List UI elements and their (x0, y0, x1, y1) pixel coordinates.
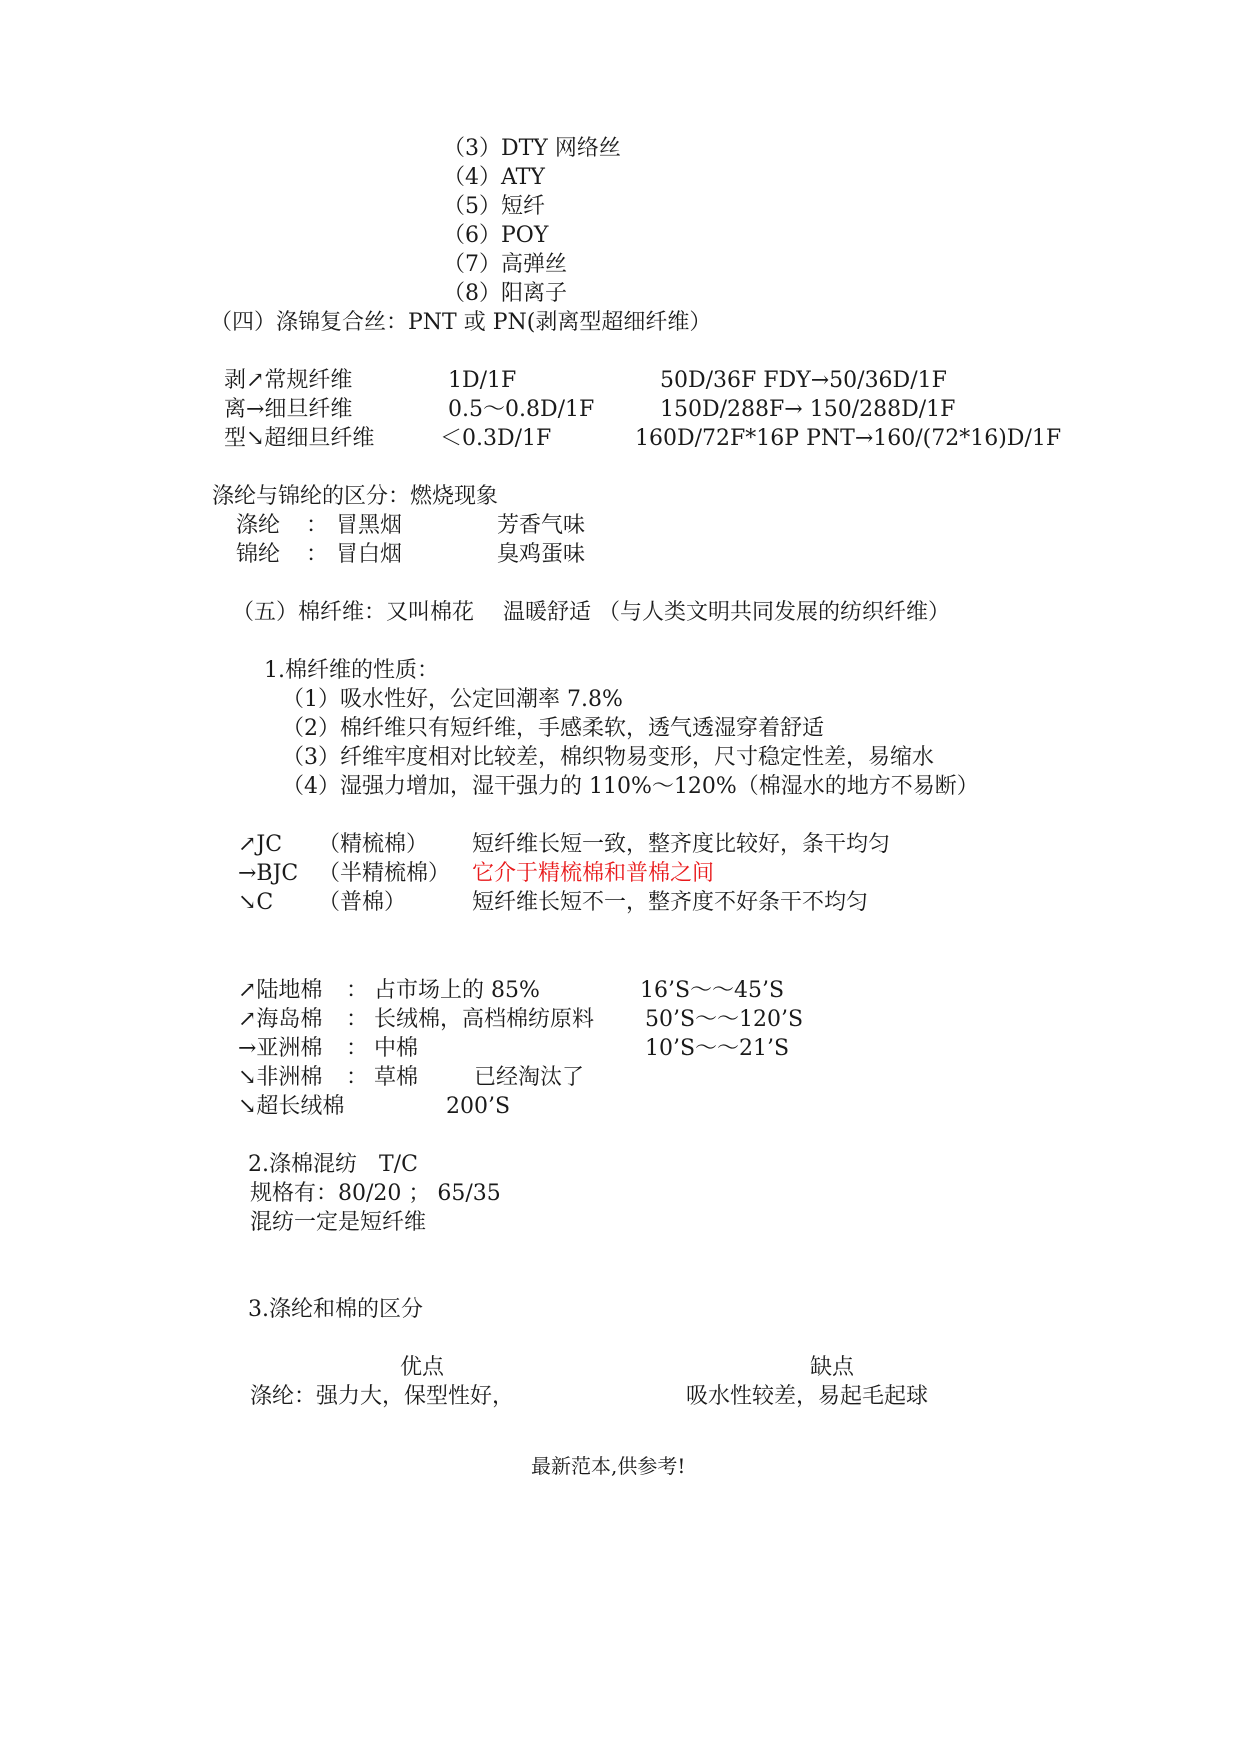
burn-row-sep: ： (306, 513, 329, 538)
combing-name: （精梳棉） (318, 832, 429, 857)
property-item: （4）湿强力增加，湿干强力的 110%～120%（棉湿水的地方不易断） (282, 774, 979, 799)
list-item-7: （7）高弹丝 (443, 252, 567, 277)
property-item: （3）纤维牢度相对比较差，棉织物易变形，尺寸稳定性差，易缩水 (282, 745, 934, 770)
compare-row-pros: 涤纶：强力大，保型性好， (250, 1384, 515, 1409)
section4-row-spec: 1D/1F (448, 368, 517, 393)
compare-row-cons: 吸水性较差，易起毛起球 (686, 1384, 929, 1409)
properties-title: 1.棉纤维的性质： (264, 658, 439, 683)
combing-desc: 短纤维长短不一，整齐度不好条干不均匀 (472, 890, 869, 915)
list-item-4: （4）ATY (443, 165, 545, 190)
section4-row-label: 型↘超细旦纤维 (224, 426, 375, 451)
list-item-5: （5）短纤 (443, 194, 545, 219)
combing-code: ↗JC (238, 832, 283, 857)
section5-heading: （五）棉纤维：又叫棉花 温暖舒适 （与人类文明共同发展的纺织纤维） (232, 600, 950, 625)
combing-name: （普棉） (318, 890, 407, 915)
cotton-type-sep: ： (346, 1036, 369, 1061)
section4-row-spec: 0.5～0.8D/1F (448, 397, 595, 422)
section4-row-example: 160D/72F*16P PNT→160/(72*16)D/1F (635, 426, 1062, 451)
cotton-type-sep: ： (346, 978, 369, 1003)
combing-code: →BJC (238, 861, 299, 886)
column-header-cons: 缺点 (810, 1355, 855, 1380)
blend-spec: 规格有：80/20 ； 65/35 (250, 1181, 501, 1206)
cotton-type-count: 已经淘汰了 (474, 1065, 585, 1090)
blend-note: 混纺一定是短纤维 (250, 1210, 427, 1235)
cotton-type-count: 50’S～～120’S (645, 1007, 804, 1032)
list-item-8: （8）阳离子 (443, 281, 567, 306)
burn-row-smell: 芳香气味 (497, 513, 586, 538)
burn-row-name: 锦纶 (236, 542, 281, 567)
section4-row-example: 150D/288F→ 150/288D/1F (660, 397, 956, 422)
section4-row-example: 50D/36F FDY→50/36D/1F (660, 368, 947, 393)
burn-row-sep: ： (306, 542, 329, 567)
list-item-6: （6）POY (443, 223, 549, 248)
cotton-type-name: ↘超长绒棉 (238, 1094, 345, 1119)
combing-desc: 短纤维长短一致，整齐度比较好，条干均匀 (472, 832, 891, 857)
cotton-type-desc: 中棉 (374, 1036, 419, 1061)
cotton-type-name: ↗海岛棉 (238, 1007, 323, 1032)
cotton-type-sep: ： (346, 1007, 369, 1032)
list-item-3: （3）DTY 网络丝 (443, 136, 621, 161)
blend-title: 2.涤棉混纺 T/C (248, 1152, 418, 1177)
column-header-pros: 优点 (400, 1355, 445, 1380)
cotton-type-desc: 占市场上的 85% (374, 978, 540, 1003)
burn-row-name: 涤纶 (236, 513, 281, 538)
compare-title: 3.涤纶和棉的区分 (248, 1297, 423, 1322)
section4-row-spec: ＜0.3D/1F (440, 426, 552, 451)
property-item: （2）棉纤维只有短纤维，手感柔软，透气透湿穿着舒适 (282, 716, 824, 741)
cotton-type-count: 10’S～～21’S (645, 1036, 790, 1061)
combing-desc-highlight: 它介于精梳棉和普棉之间 (472, 861, 715, 886)
property-item: （1）吸水性好，公定回潮率 7.8% (282, 687, 623, 712)
section4-row-label: 剥↗常规纤维 (224, 368, 353, 393)
cotton-type-desc: 草棉 (374, 1065, 419, 1090)
combing-name: （半精梳棉） (318, 861, 451, 886)
burn-heading: 涤纶与锦纶的区分：燃烧现象 (212, 484, 499, 509)
burn-row-smell: 臭鸡蛋味 (497, 542, 586, 567)
section4-heading: （四）涤锦复合丝：PNT 或 PN(剥离型超细纤维） (210, 310, 712, 335)
burn-row-smoke: 冒黑烟 (336, 513, 403, 538)
cotton-type-name: →亚洲棉 (238, 1036, 323, 1061)
cotton-type-name: ↗陆地棉 (238, 978, 323, 1003)
combing-code: ↘C (238, 890, 274, 915)
burn-row-smoke: 冒白烟 (336, 542, 403, 567)
page-footer: 最新范本,供参考! (531, 1454, 686, 1478)
cotton-type-count: 16’S～～45’S (640, 978, 785, 1003)
cotton-type-name: ↘非洲棉 (238, 1065, 323, 1090)
cotton-type-count: 200’S (446, 1094, 511, 1119)
section4-row-label: 离→细旦纤维 (224, 397, 353, 422)
cotton-type-sep: ： (346, 1065, 369, 1090)
cotton-type-desc: 长绒棉，高档棉纺原料 (374, 1007, 595, 1032)
